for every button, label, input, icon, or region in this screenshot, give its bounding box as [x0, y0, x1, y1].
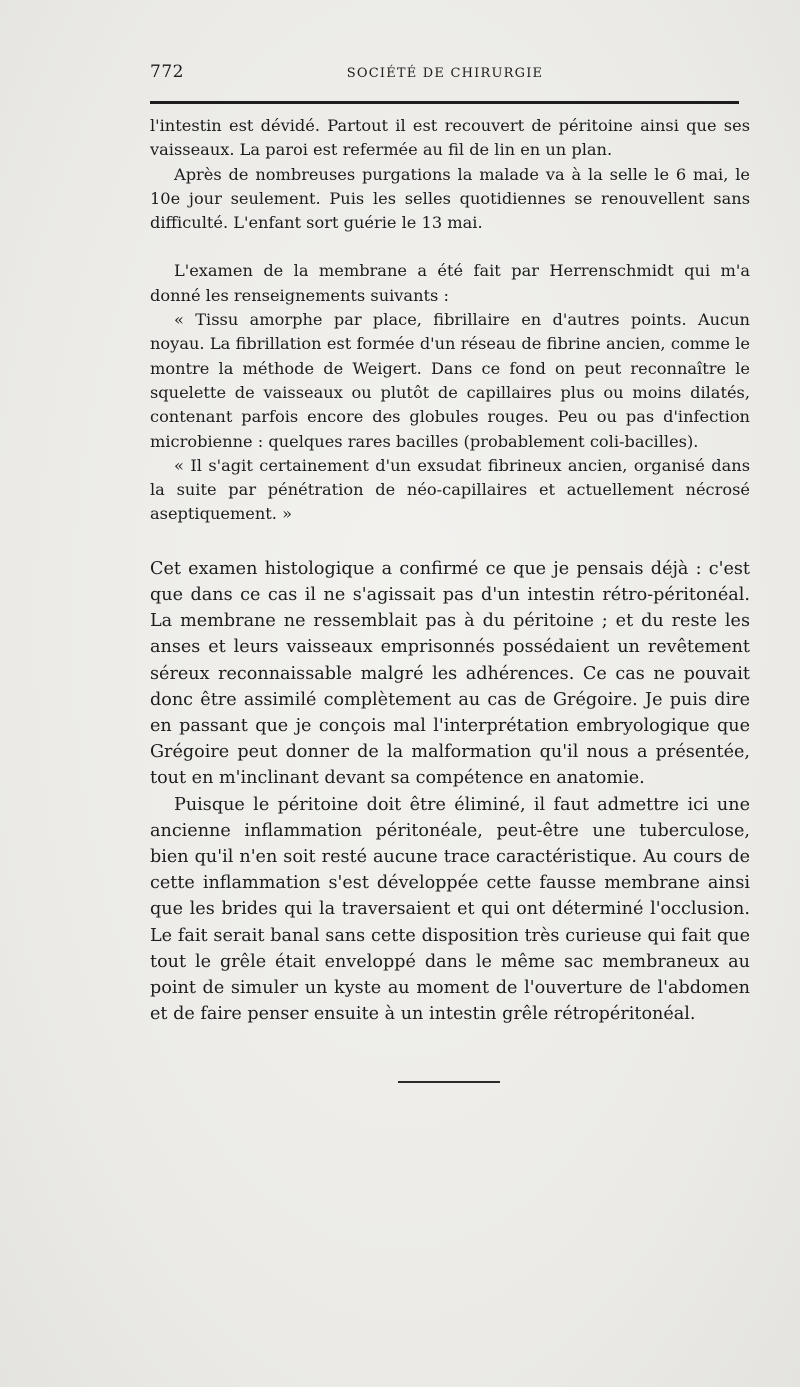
paragraph-5-quote: « Il s'agit certainement d'un exsudat fibrineux ancien, organisé dans la suite par pénétration de néo-capillaires et actuellement nécrosé aseptiquement. »: [150, 455, 750, 524]
paragraph-7: Puisque le péritoine doit être éliminé, il faut admettre ici une ancienne inflammation péritonéale, peut-être une tuberculose, bien qu'il n'en soit resté aucune trace caractéristique. Au cours de cette inflammation s'est développée cette fausse membrane ainsi que les brides qui la traversaient et qui ont déterminé l'occlusion. Le fait serait banal sans cette disposition très curieuse qui fait que tout le grêle était enveloppé dans le même sac membraneux au point de simuler un kyste au moment de l'ouverture de l'abdomen et de faire penser ensuite à un intestin grêle rétropéritonéal.: [150, 794, 750, 1025]
paragraph-3: L'examen de la membrane a été fait par Herrenschmidt qui m'a donné les renseignements suivants :: [150, 261, 750, 305]
paragraph-6: Cet examen histologique a confirmé ce que je pensais déjà : c'est que dans ce cas il ne s'agissait pas d'un intestin rétro-péritonéal. La membrane ne ressemblait pas à du péritoine ; et du reste les anses et leurs vaisseaux emprisonnés possédaient un revêtement séreux reconnaissable malgré les adhérences. Ce cas ne pouvait donc être assimilé complètement au cas de Grégoire. Je puis dire en passant que je conçois mal l'interprétation embryologique que Grégoire peut donner de la malformation qu'il nous a présentée, tout en m'inclinant devant sa compétence en anatomie.: [150, 558, 750, 789]
body-text: [150, 114, 750, 1027]
paragraph-4-quote: « Tissu amorphe par place, fibrillaire en d'autres points. Aucun noyau. La fibrillation est formée d'un réseau de fibrine ancien, comme le montre la méthode de Weigert. Dans ce fond on peut reconnaître le squelette de vaisseaux ou plutôt de capillaires plus ou moins dilatés, contenant parfois encore des globules rouges. Peu ou pas d'infection microbienne : quelques rares bacilles (probablement coli-bacilles).: [150, 310, 750, 451]
page-header: [150, 60, 740, 90]
running-head: SOCIÉTÉ DE CHIRURGIE: [346, 66, 544, 81]
paragraph-2: Après de nombreuses purgations la malade va à la selle le 6 mai, le 10e jour seulement. Puis les selles quotidiennes se renouvellent sans difficulté. L'enfant sort guérie le 13 mai.: [150, 164, 750, 233]
end-rule: [398, 1081, 500, 1083]
page-number: 772: [150, 62, 184, 82]
paragraph-1: l'intestin est dévidé. Partout il est recouvert de péritoine ainsi que ses vaisseaux. La paroi est refermée au fil de lin en un plan.: [150, 116, 750, 160]
header-rule: [150, 101, 739, 104]
